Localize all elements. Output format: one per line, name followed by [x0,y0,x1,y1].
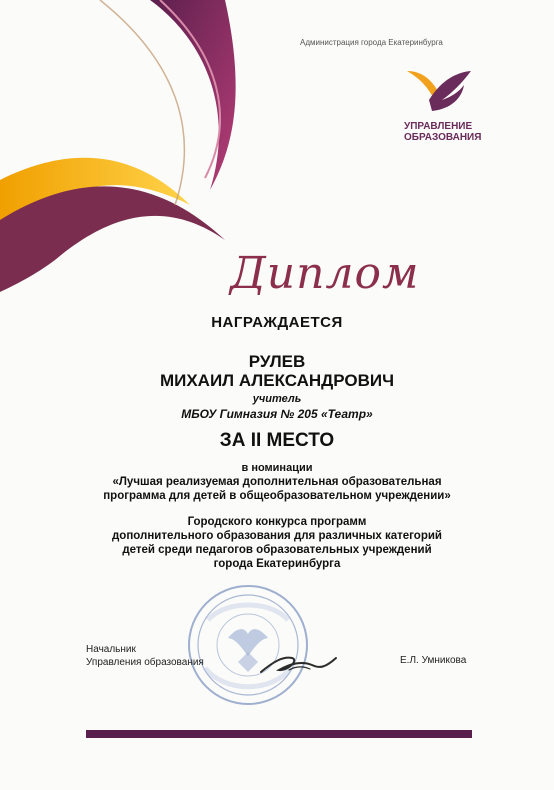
logo-line-1: УПРАВЛЕНИЕ [404,121,473,132]
head-title-line-2: Управления образования [86,657,204,668]
recipient-name: МИХАИЛ АЛЕКСАНДРОВИЧ [159,371,395,390]
nomination-title [0,475,554,503]
awarded-text: НАГРАЖДАЕТСЯ [211,314,343,331]
recipient-school: МБОУ Гимназия № 205 «Театр» [181,407,373,421]
contest-line-3: детей среди педагогов образовательных учреждений [122,544,432,556]
contest-line-4: города Екатеринбурга [213,558,341,570]
signer-name: Е.Л. Умникова [400,655,467,666]
bottom-decorative-bar [86,730,472,738]
contest-line-2: дополнительного образования для различных категорий [112,530,442,542]
logo-line-2: ОБРАЗОВАНИЯ [404,132,482,143]
nomination-line-1: «Лучшая реализуемая дополнительная образовательная [112,476,442,488]
nomination-line-2: программа для детей в общеобразовательном учреждении» [103,490,451,502]
signature-icon [258,648,342,678]
contest-line-1: Городского конкурса программ [187,516,367,528]
administration-name: Администрация города Екатеринбурга [300,38,443,47]
department-head-title [86,643,204,669]
head-title-line-1: Начальник [86,644,136,655]
place-award: ЗА II МЕСТО [219,430,335,451]
recipient-position: учитель [252,393,302,405]
diploma-title: Диплом [230,248,420,299]
contest-description [0,515,554,571]
recipient-surname: РУЛЕВ [248,352,306,371]
education-department-logo-icon [404,66,474,116]
logo-text [404,121,481,143]
nomination-lead: в номинации [241,462,313,474]
